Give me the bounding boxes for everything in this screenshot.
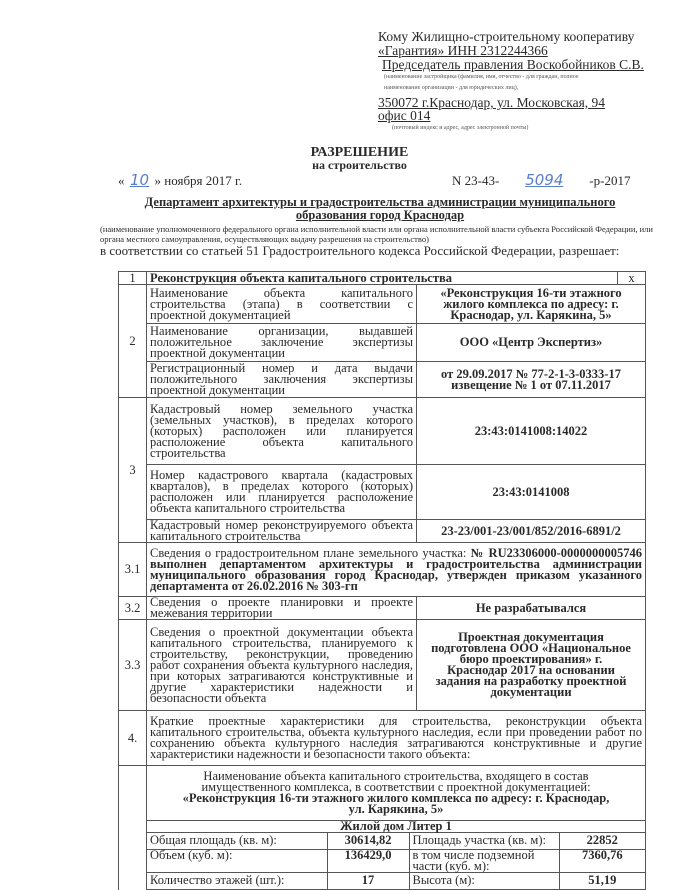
date-day-handwritten: 10 (129, 171, 150, 189)
authority-name (100, 196, 660, 222)
char-label: Общая площадь (кв. м): (147, 832, 327, 849)
permit-table (118, 271, 646, 890)
object-name: «Реконструкция 16-ти этажного жилого комплекса по адресу: г. Краснодар, ул. Карякина, 5» (182, 790, 610, 816)
char-label: Площадь участка (кв. м): (409, 832, 559, 849)
issue-date (118, 171, 242, 189)
characteristics-table (147, 766, 645, 890)
row-value: «Реконструкция 16-ти этажного жилого комплекса по адресу: г. Краснодар, ул. Карякина, 5» (417, 285, 646, 324)
row-label: Реконструкция объекта капитального строительства (147, 272, 618, 285)
document-title: РАЗРЕШЕНИЕ (310, 145, 409, 160)
object-intro: Наименование объекта капитального строительства, входящего в состав имущественного комплекса, в соответствии с проектной документацией: (201, 768, 591, 794)
addressee-caption2: наименование организации - для юридических лиц), (384, 85, 519, 91)
row-label: Наименование организации, выдавшей положительное заключение экспертизы проектной документации (147, 324, 417, 362)
row-number: 3 (119, 398, 147, 543)
row-value: Проектная документация подготовлена ООО «Национальное бюро проектирования» г. Краснодар 2017 на основании задания на разработку проектной документации (417, 620, 646, 711)
row-value: Не разрабатывался (417, 597, 646, 620)
object-title (147, 766, 645, 820)
row-number: 3.1 (119, 543, 147, 597)
char-value: 22852 (559, 832, 645, 849)
char-value: 30614,82 (327, 832, 409, 849)
authority-caption: (наименование уполномоченного федерального органа исполнительной власти или органа исполнительной власти субъекта Российской Федерации, или органа местного самоуправления, осуществляющих выдачу разрешения на строительство) (100, 224, 653, 244)
authority-line1: Департамент архитектуры и градостроительства администрации муниципального (144, 195, 616, 209)
addressee-line1: Кому Жилищно-строительному кооперативу (378, 29, 635, 44)
row-number: 1 (119, 272, 147, 285)
row-label: Наименование объекта капитального строительства (этапа) в соответствии с проектной документацией (147, 285, 417, 324)
addressee-line3: Председатель правления Воскобойников С.В. (382, 57, 644, 72)
authority-line2: образования город Краснодар (295, 208, 465, 222)
row-number: 2 (119, 285, 147, 398)
row-value: № RU23306000-0000000005746 выполнен департаментом архитектуры и градостроительства администрации муниципального образования город Краснодар, утвержден приказом указанного департамента от 26.02.2016 № 303-гп (150, 545, 643, 593)
address-caption: (почтовый индекс и адрес, адрес электронной почты) (392, 125, 529, 131)
row-number: 3.2 (119, 597, 147, 620)
row-label: Сведения о градостроительном плане земельного участка: (150, 545, 467, 560)
char-value: 17 (327, 872, 409, 889)
addressee-caption1: (наименование застройщика (фамилия, имя, отчество - для граждан, полное (384, 74, 579, 80)
row-label: Кадастровый номер земельного участка (земельных участков), в пределах которого (которых) расположен или планируется расположение объекта капитального строительства (147, 398, 417, 465)
number-handwritten: 5094 (525, 171, 564, 189)
number-prefix: N 23-43- (452, 173, 500, 188)
row-number-empty (119, 766, 147, 890)
row-label: Кадастровый номер реконструируемого объекта капитального строительства (147, 520, 417, 543)
char-label: Объем (куб. м): (147, 849, 327, 872)
number-suffix: -р-2017 (589, 173, 631, 188)
row-label: Номер кадастрового квартала (кадастровых кварталов), в пределах которого (которых) расположен или планируется расположение объекта капитального строительства (147, 465, 417, 520)
characteristics-cell (147, 766, 646, 890)
date-rest: » ноября 2017 г. (154, 173, 243, 188)
row-label: Сведения о проекте планировки и проекте межевания территории (147, 597, 417, 620)
char-label: в том числе подземной части (куб. м): (409, 849, 559, 872)
row-number: 3.3 (119, 620, 147, 711)
char-value: 136429,0 (327, 849, 409, 872)
row-label: Сведения о проектной документации объекта капитального строительства, планируемого к строительству, реконструкции, проведению работ сохранения объекта культурного наследия, при которых затрагиваются конструктивные и другие характеристики надежности и безопасности объекта (147, 620, 417, 711)
row-value: от 29.09.2017 № 77-2-1-3-0333-17 извещение № 1 от 07.11.2017 (417, 362, 646, 398)
row-content (147, 543, 646, 597)
address-line2: офис 014 (378, 108, 431, 123)
permit-number (452, 171, 630, 189)
addressee-line2: «Гарантия» ИНН 2312244366 (378, 43, 548, 58)
row-value: 23-23/001-23/001/852/2016-6891/2 (417, 520, 646, 543)
intro-text: в соответствии со статьей 51 Градостроительного кодекса Российской Федерации, разрешает: (100, 243, 620, 258)
row-label: Регистрационный номер и дата выдачи положительного заключения экспертизы проектной документации (147, 362, 417, 398)
row-value: 23:43:0141008:14022 (417, 398, 646, 465)
row-number: 4. (119, 711, 147, 766)
document-subtitle: на строительство (312, 158, 407, 172)
building-name: Жилой дом Литер 1 (147, 820, 645, 832)
address-line1: 350072 г.Краснодар, ул. Московская, 94 (378, 95, 606, 110)
row-value: 23:43:0141008 (417, 465, 646, 520)
char-value: 51,19 (559, 872, 645, 889)
char-value: 7360,76 (559, 849, 645, 872)
date-open: « (118, 173, 125, 188)
char-label: Высота (м): (409, 872, 559, 889)
row-value: ООО «Центр Экспертиз» (417, 324, 646, 362)
row-mark: х (618, 272, 646, 285)
row-label: Краткие проектные характеристики для строительства, реконструкции объекта капитального строительства, объекта культурного наследия, если при проведении работ по сохранению объекта культурного наследия затрагиваются конструктивные и другие характеристики надежности и безопасности такого объекта: (147, 711, 646, 766)
char-label: Количество этажей (шт.): (147, 872, 327, 889)
